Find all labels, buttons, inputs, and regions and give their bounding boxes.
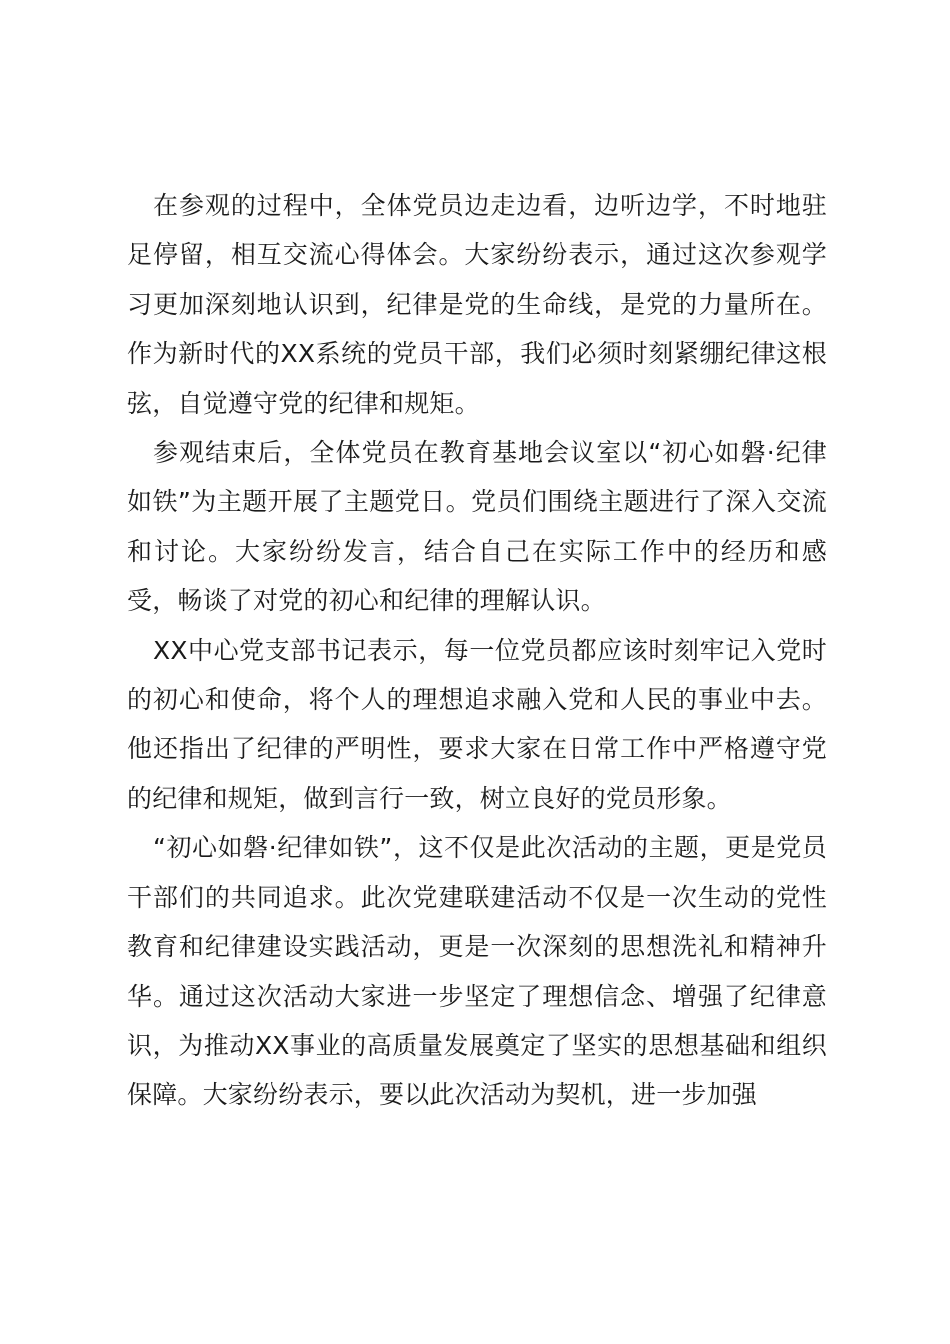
paragraph-1: 在参观的过程中，全体党员边走边看，边听边学，不时地驻足停留，相互交流心得体会。大家纷纷表示，通过这次参观学习更加深刻地认识到，纪律是党的生命线，是党的力量所在。作为新时代的XX系统的党员干部，我们必须时刻紧绷纪律这根弦，自觉遵守党的纪律和规矩。 [127, 191, 827, 418]
paragraph-2: 参观结束后，全体党员在教育基地会议室以“初心如磐·纪律如铁”为主题开展了主题党日。党员们围绕主题进行了深入交流和讨论。大家纷纷发言，结合自己在实际工作中的经历和感受，畅谈了对党的初心和纪律的理解认识。 [127, 438, 827, 616]
paragraph-4: “初心如磐·纪律如铁”，这不仅是此次活动的主题，更是党员干部们的共同追求。此次党建联建活动不仅是一次生动的党性教育和纪律建设实践活动，更是一次深刻的思想洗礼和精神升华。通过这次活动大家进一步坚定了理想信念、增强了纪律意识，为推动XX事业的高质量发展奠定了坚实的思想基础和组织保障。大家纷纷表示，要以此次活动为契机，进一步加强 [127, 833, 827, 1110]
document-body [127, 181, 827, 1120]
paragraph-3: XX中心党支部书记表示，每一位党员都应该时刻牢记入党时的初心和使命，将个人的理想追求融入党和人民的事业中去。他还指出了纪律的严明性，要求大家在日常工作中严格遵守党的纪律和规矩，做到言行一致，树立良好的党员形象。 [127, 635, 827, 813]
